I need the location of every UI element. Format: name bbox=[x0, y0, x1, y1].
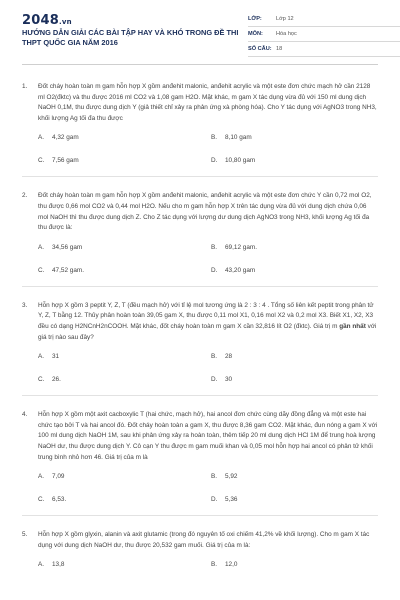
option-letter: C. bbox=[38, 496, 45, 504]
question-number: 1. bbox=[22, 83, 28, 90]
option-letter: C. bbox=[38, 157, 45, 165]
option-text: 6,53. bbox=[52, 496, 67, 504]
option-a[interactable] bbox=[38, 243, 211, 253]
option-b[interactable] bbox=[211, 560, 384, 570]
question-divider bbox=[22, 176, 378, 177]
meta-row-subject bbox=[248, 27, 400, 42]
option-text: 43,20 gam bbox=[225, 266, 256, 274]
option-text: 26. bbox=[52, 376, 61, 384]
option-text: 7,09 bbox=[52, 473, 65, 481]
answer-options bbox=[38, 243, 378, 276]
option-letter: C. bbox=[38, 266, 45, 274]
question-divider bbox=[22, 395, 378, 396]
option-text: 47,52 gam. bbox=[52, 266, 84, 274]
option-letter: A. bbox=[38, 473, 45, 481]
option-letter: A. bbox=[38, 243, 45, 251]
option-text: 28 bbox=[225, 353, 233, 361]
question-5 bbox=[22, 530, 378, 570]
question-divider bbox=[22, 286, 378, 287]
question-3 bbox=[22, 301, 378, 396]
option-letter: D. bbox=[211, 266, 218, 274]
option-d[interactable] bbox=[211, 156, 384, 166]
option-b[interactable] bbox=[211, 472, 384, 482]
question-number: 5. bbox=[22, 531, 28, 539]
option-b[interactable] bbox=[211, 352, 384, 362]
question-text-part: Hỗn hợp X gồm 3 peptit Y, Z, T (đều mạch hở) với tỉ lệ mol tương ứng là 2 : 3 : 4 . Tổng số liên kết peptit trong phân tử Y, Z, T bằng 12. Thủy phân hoàn toàn 39,05 gam X, thu được 0,11 mol X1, 0,16 mol X2 và 0,2 mol X3. Biết X1, X2, X3 đều có dạng H2NCnH2nCOOH. Mặt khác, đốt cháy hoàn toàn m gam X cần 32,816 lít O2 (đktc). Giá trị m bbox=[38, 301, 374, 330]
question-text: Đốt cháy hoàn toàn m gam hỗn hợp X gồm anđehit malonic, anđehit acrylic và một este đơn chức Y cần 0,72 mol O2, thu được 0,66 mol CO2 và 0,44 mol H2O. Nếu cho m gam hỗn hợp X trên tác dụng vừa đủ với dung dịch chứa 0,06 mol NaOH thì thu được dung dịch Z. Cho Z tác dụng với lượng dư dung dịch AgNO3 trong NH3, khối lượng Ag tối đa thu được là: bbox=[38, 192, 372, 232]
option-text: 30 bbox=[225, 376, 233, 384]
option-b[interactable] bbox=[211, 133, 384, 143]
meta-value: Hóa học bbox=[276, 31, 297, 37]
answer-options bbox=[38, 560, 378, 570]
option-d[interactable] bbox=[211, 375, 384, 385]
meta-label: LỚP: bbox=[248, 16, 262, 22]
option-letter: B. bbox=[211, 134, 218, 142]
question-number: 3. bbox=[22, 301, 28, 309]
answer-options bbox=[38, 352, 378, 385]
header-divider bbox=[22, 64, 378, 65]
emphasis-text: gần nhất bbox=[339, 322, 366, 330]
question-number: 4. bbox=[22, 411, 28, 419]
option-c[interactable] bbox=[38, 375, 211, 385]
option-a[interactable] bbox=[38, 133, 211, 143]
question-text bbox=[38, 301, 378, 343]
option-letter: B. bbox=[211, 561, 218, 569]
option-text: 69,12 gam. bbox=[225, 243, 257, 251]
option-text: 13,8 bbox=[52, 561, 65, 569]
option-a[interactable] bbox=[38, 560, 211, 570]
question-4 bbox=[22, 410, 378, 516]
option-letter: D. bbox=[211, 496, 218, 504]
option-letter: B. bbox=[211, 243, 218, 251]
document-header bbox=[22, 0, 378, 62]
option-letter: A. bbox=[38, 561, 45, 569]
option-text: 4,32 gam bbox=[52, 134, 79, 142]
meta-value: Lớp 12 bbox=[276, 16, 294, 22]
option-b[interactable] bbox=[211, 243, 384, 253]
option-text: 7,56 gam bbox=[52, 157, 79, 165]
question-divider bbox=[22, 515, 378, 516]
option-a[interactable] bbox=[38, 472, 211, 482]
option-text: 8,10 gam bbox=[225, 134, 252, 142]
option-text: 34,56 gam bbox=[52, 243, 83, 251]
document-title: HƯỚNG DẪN GIẢI CÁC BÀI TẬP HAY VÀ KHÓ TRONG ĐỀ THI THPT QUỐC GIA NĂM 2016 bbox=[22, 28, 239, 47]
option-d[interactable] bbox=[211, 495, 384, 505]
option-letter: A. bbox=[38, 134, 45, 142]
question-text-part: với giá trị nào sau đây? bbox=[38, 322, 377, 341]
option-a[interactable] bbox=[38, 352, 211, 362]
option-c[interactable] bbox=[38, 495, 211, 505]
option-text: 10,80 gam bbox=[225, 157, 256, 165]
meta-label: SỐ CÂU: bbox=[248, 46, 272, 52]
question-text: Hỗn hợp X gồm một axit cacboxylic T (hai chức, mạch hở), hai ancol đơn chức cùng dãy đồng đẳng và một este hai chức tạo bởi T và hai ancol đó. Đốt cháy hoàn toàn a gam X, thu được 8,36 gam CO2. Mặt khác, đun nóng a gam X với 100 ml dung dịch NaOH 1M, sau khi phản ứng xảy ra hoàn toàn, thêm tiếp 20 ml dung dịch HCl 1M để trung hoà lượng NaOH dư, thu được dung dịch Y. Cô cạn Y thu được m gam muối khan và 0,05 mol hỗn hợp hai ancol có phân tử khối trung bình nhỏ hơn 46. Giá trị của m là bbox=[38, 411, 378, 461]
meta-row-grade bbox=[248, 12, 400, 27]
logo-suffix: .vn bbox=[58, 18, 72, 26]
question-text: Đốt cháy hoàn toàn m gam hỗn hợp X gồm anđehit malonic, anđehit acrylic và một este đơn chức mạch hở cần 2128 ml O2(đktc) và thu được 2016 ml CO2 và 1,08 gam H2O. Mặt khác, m gam X tác dụng vừa đủ với 150 ml dung dịch NaOH 0,1M, thu được dung dịch Y (giả thiết chỉ xảy ra phản ứng xà phòng hóa). Cho Y tác dụng với AgNO3 trong NH3, khối lượng Ag tối đa thu được bbox=[38, 83, 377, 122]
option-letter: D. bbox=[211, 376, 218, 384]
option-d[interactable] bbox=[211, 266, 384, 276]
question-1 bbox=[22, 82, 378, 177]
question-text: Hỗn hợp X gồm glyxin, alanin và axit glutamic (trong đó nguyên tố oxi chiếm 41,2% về khối lượng). Cho m gam X tác dụng với dung dịch NaOH dư, thu được 20,532 gam muối. Giá trị của m là: bbox=[38, 531, 370, 549]
answer-options bbox=[38, 133, 378, 166]
option-letter: D. bbox=[211, 157, 218, 165]
question-2 bbox=[22, 191, 378, 286]
meta-value: 18 bbox=[276, 46, 283, 52]
option-text: 5,36 bbox=[225, 496, 238, 504]
meta-table bbox=[248, 12, 400, 57]
option-text: 12,0 bbox=[225, 561, 238, 569]
option-letter: B. bbox=[211, 473, 218, 481]
option-letter: A. bbox=[38, 353, 45, 361]
meta-label: MÔN: bbox=[248, 31, 263, 37]
option-c[interactable] bbox=[38, 266, 211, 276]
option-c[interactable] bbox=[38, 156, 211, 166]
option-letter: B. bbox=[211, 353, 218, 361]
question-number: 2. bbox=[22, 192, 28, 200]
option-text: 31 bbox=[52, 353, 60, 361]
question-list bbox=[22, 82, 378, 584]
option-text: 5,92 bbox=[225, 473, 238, 481]
answer-options bbox=[38, 472, 378, 505]
site-logo[interactable] bbox=[22, 13, 72, 28]
meta-row-count bbox=[248, 42, 400, 57]
logo-text: 2048 bbox=[22, 13, 59, 28]
option-letter: C. bbox=[38, 376, 45, 384]
